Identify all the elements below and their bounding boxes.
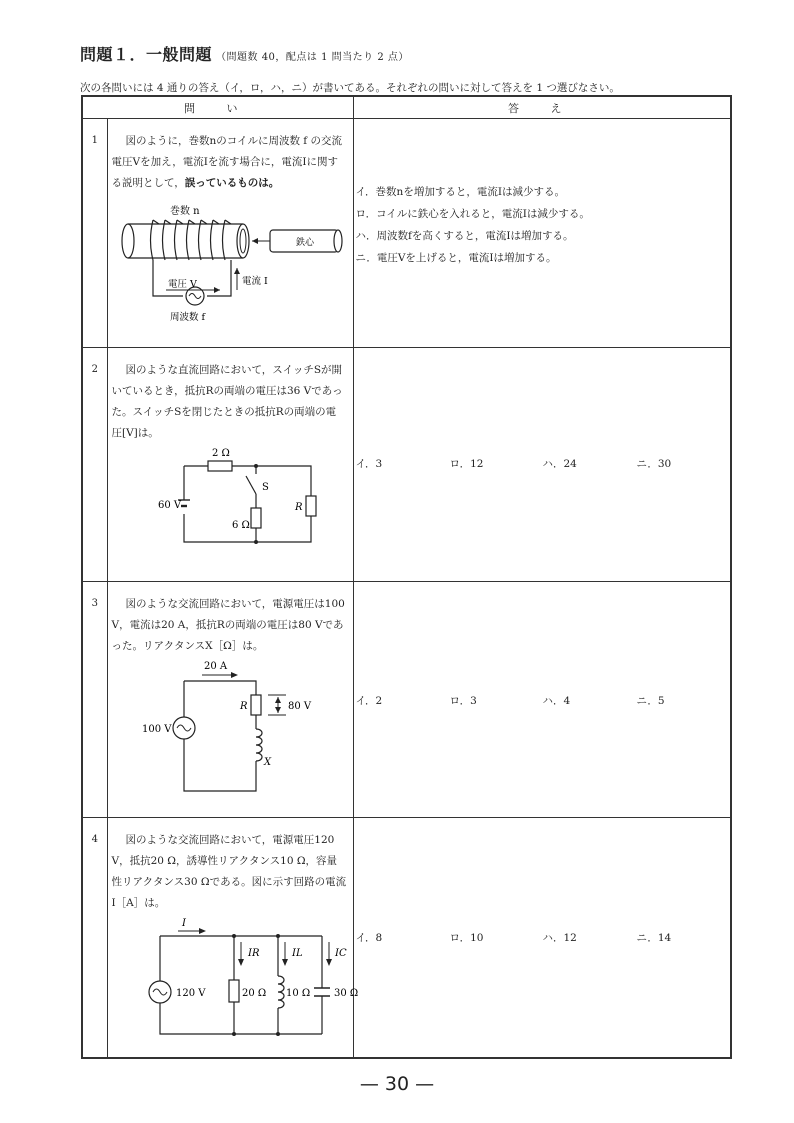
i-label: I [181, 918, 186, 929]
turns-label: 巻数 n [169, 206, 200, 217]
question-text-bold: 誤っているものは。 [184, 177, 280, 189]
option-i[interactable]: イ．巻数nを増加すると，電流Iは減少する。 [355, 186, 565, 198]
question-text-main: 図のように，巻数nのコイルに周波数 f の交流電圧Vを加え，電流Iを流す場合に，電流Iに関する説明として， [111, 135, 343, 189]
l-label: 10 Ω [285, 988, 310, 999]
question-number: 1 [82, 119, 107, 348]
source-label: 60 V [157, 500, 181, 511]
option-ha[interactable]: ハ．12 [542, 932, 577, 944]
x-label: X [263, 757, 271, 768]
question-text: 図のような直流回路において，スイッチSが開いているとき，抵抗Rの両端の電圧は36 Vであった。スイッチSを閉じたときの抵抗Rの両端の電圧[V]は。 [111, 364, 343, 439]
source-label: 120 V [175, 988, 205, 999]
ir-label: IR [247, 948, 259, 959]
option-ro[interactable]: ロ．10 [449, 932, 484, 944]
instruction-text: 次の各問いには 4 通りの答え（イ，ロ，ハ，ニ）が書いてある。それぞれの問いに対して答えを 1 つ選びなさい。 [80, 82, 620, 94]
option-ro[interactable]: ロ．12 [449, 458, 484, 470]
question-text: 図のような交流回路において，電源電圧120 V，抵抗20 Ω，誘導性リアクタンス10 Ω，容量性リアクタンス30 Ωである。図に示す回路の電流I［A］は。 [111, 834, 347, 909]
answer-cell [353, 119, 731, 348]
option-ni[interactable]: ニ．電圧Vを上げると，電流Iは増加する。 [355, 252, 557, 264]
option-list [356, 181, 590, 269]
table-header-row [82, 96, 731, 119]
question-row-1 [82, 119, 731, 348]
section-subtitle: （問題数 40，配点は 1 問当たり 2 点） [216, 52, 409, 63]
option-ha[interactable]: ハ．周波数fを高くすると，電流Iは増加する。 [355, 230, 574, 242]
current-label: 電流 I [241, 276, 268, 287]
question-text: 図のような交流回路において，電源電圧は100 V，電流は20 A，抵抗Rの両端の電圧は80 Vであった。リアクタンスX［Ω］は。 [111, 598, 345, 652]
option-i[interactable]: イ．3 [355, 458, 383, 470]
c-label: 30 Ω [333, 988, 358, 999]
r-label: R [239, 701, 248, 712]
r-label: R [294, 502, 303, 513]
ac-rlc-circuit-diagram [108, 914, 358, 1044]
question-row-4 [82, 818, 731, 1058]
r1-label: 2 Ω [211, 448, 230, 459]
option-ro[interactable]: ロ．コイルに鉄心を入れると，電流Iは減少する。 [355, 208, 590, 220]
option-ha[interactable]: ハ．24 [542, 458, 577, 470]
section-title-text: 問題１．一般問題 [80, 45, 213, 64]
option-ha[interactable]: ハ．4 [542, 695, 571, 707]
coil-diagram [108, 194, 354, 334]
il-label: IL [291, 948, 303, 959]
option-ro[interactable]: ロ．3 [449, 695, 477, 707]
option-ni[interactable]: ニ．5 [636, 695, 665, 707]
switch-label: S [261, 482, 269, 493]
question-number: 4 [82, 818, 107, 1058]
section-title [80, 42, 409, 65]
question-cell [107, 582, 353, 818]
voltage-label: 電圧 V [167, 279, 197, 290]
option-i[interactable]: イ．8 [355, 932, 383, 944]
option-i[interactable]: イ．2 [355, 695, 383, 707]
frequency-label: 周波数 f [169, 312, 205, 323]
source-label: 100 V [141, 724, 171, 735]
question-cell [107, 818, 358, 1058]
dc-circuit-diagram [108, 444, 354, 554]
ic-label: IC [334, 948, 347, 959]
header-question: 問 い [82, 96, 353, 119]
answer-cell [353, 818, 731, 1058]
option-ni[interactable]: ニ．30 [636, 458, 672, 470]
option-ni[interactable]: ニ．14 [636, 932, 672, 944]
answer-cell [353, 348, 731, 582]
question-number: 2 [82, 348, 107, 582]
answer-cell [353, 582, 731, 818]
core-label: 鉄心 [295, 238, 314, 248]
question-row-3 [82, 582, 731, 818]
header-answer: 答 え [353, 96, 731, 119]
current-label: 20 A [203, 661, 227, 672]
question-number: 3 [82, 582, 107, 818]
question-text [108, 119, 353, 194]
page-number: — 30 — [359, 1073, 435, 1095]
question-cell [107, 119, 353, 348]
question-table [81, 95, 732, 1059]
ac-rl-circuit-diagram [108, 657, 354, 797]
vr-label: 80 V [287, 701, 311, 712]
question-row-2 [82, 348, 731, 582]
question-cell [107, 348, 353, 582]
r-label: 20 Ω [241, 988, 266, 999]
r2-label: 6 Ω [231, 520, 250, 531]
